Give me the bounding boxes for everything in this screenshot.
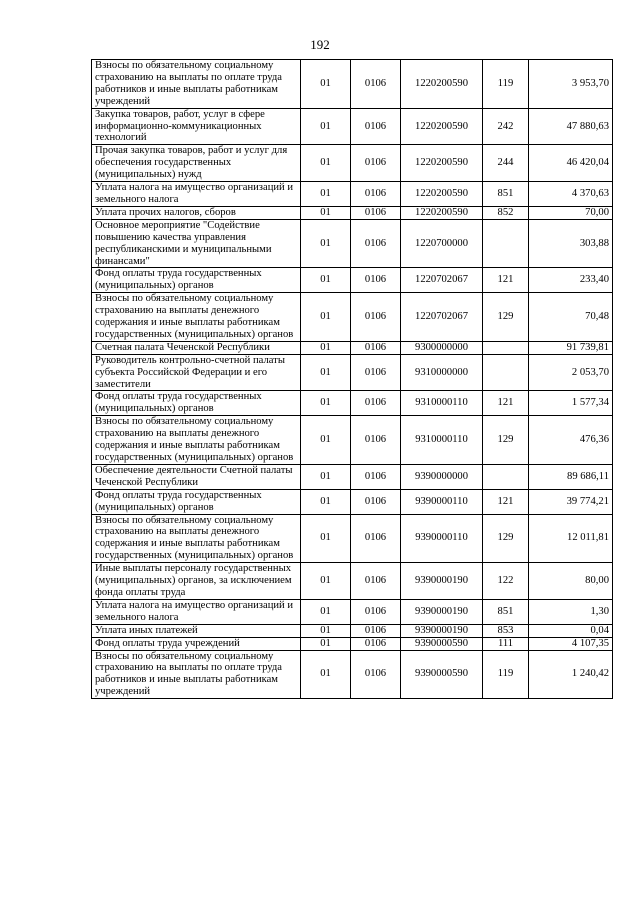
table-row [92,268,613,293]
row-pr-cell: 0106 [351,391,401,416]
table-row [92,650,613,699]
table-row [92,354,613,391]
table-row [92,145,613,182]
row-rz-cell: 01 [301,108,351,145]
row-pr-cell: 0106 [351,341,401,354]
row-rz-cell: 01 [301,268,351,293]
row-pr-cell: 0106 [351,624,401,637]
row-pr-cell: 0106 [351,563,401,600]
row-vr-cell: 111 [483,637,529,650]
table-row [92,182,613,207]
row-vr-cell: 121 [483,391,529,416]
row-pr-cell: 0106 [351,489,401,514]
row-rz-cell: 01 [301,464,351,489]
row-vr-cell: 129 [483,293,529,342]
row-csr-cell: 1220200590 [401,145,483,182]
row-pr-cell: 0106 [351,219,401,268]
row-csr-cell: 9390000590 [401,650,483,699]
row-name-cell: Основное мероприятие "Содействие повышению качества управления республиканскими и муниципальными финансами" [92,219,301,268]
row-csr-cell: 1220200590 [401,182,483,207]
row-rz-cell: 01 [301,650,351,699]
row-vr-cell: 121 [483,268,529,293]
row-csr-cell: 1220200590 [401,206,483,219]
row-name-cell: Взносы по обязательному социальному страхованию на выплаты денежного содержания и иные выплаты работникам государственных (муниципальных) органов [92,293,301,342]
row-csr-cell: 1220702067 [401,293,483,342]
row-csr-cell: 1220702067 [401,268,483,293]
row-amount-cell: 2 053,70 [529,354,613,391]
row-pr-cell: 0106 [351,514,401,563]
row-amount-cell: 1 577,34 [529,391,613,416]
row-vr-cell: 129 [483,416,529,465]
row-rz-cell: 01 [301,391,351,416]
table-row [92,293,613,342]
row-amount-cell: 12 011,81 [529,514,613,563]
row-name-cell: Прочая закупка товаров, работ и услуг для обеспечения государственных (муниципальных) нужд [92,145,301,182]
row-csr-cell: 9310000110 [401,391,483,416]
row-rz-cell: 01 [301,624,351,637]
row-amount-cell: 4 107,35 [529,637,613,650]
row-rz-cell: 01 [301,416,351,465]
row-name-cell: Фонд оплаты труда учреждений [92,637,301,650]
row-vr-cell: 122 [483,563,529,600]
row-csr-cell: 9390000190 [401,599,483,624]
row-pr-cell: 0106 [351,416,401,465]
row-vr-cell: 121 [483,489,529,514]
row-vr-cell [483,354,529,391]
row-vr-cell: 119 [483,650,529,699]
row-amount-cell: 303,88 [529,219,613,268]
row-rz-cell: 01 [301,637,351,650]
row-name-cell: Взносы по обязательному социальному страхованию на выплаты по оплате труда работников и иные выплаты работникам учреждений [92,650,301,699]
row-rz-cell: 01 [301,145,351,182]
row-vr-cell [483,464,529,489]
row-rz-cell: 01 [301,489,351,514]
table-row [92,489,613,514]
table-row [92,599,613,624]
row-amount-cell: 91 739,81 [529,341,613,354]
row-name-cell: Уплата прочих налогов, сборов [92,206,301,219]
row-csr-cell: 9390000590 [401,637,483,650]
row-pr-cell: 0106 [351,60,401,109]
row-vr-cell: 851 [483,182,529,207]
row-pr-cell: 0106 [351,599,401,624]
row-amount-cell: 70,00 [529,206,613,219]
row-rz-cell: 01 [301,341,351,354]
row-amount-cell: 1,30 [529,599,613,624]
row-csr-cell: 9390000190 [401,624,483,637]
row-rz-cell: 01 [301,182,351,207]
row-amount-cell: 80,00 [529,563,613,600]
row-amount-cell: 39 774,21 [529,489,613,514]
row-csr-cell: 1220700000 [401,219,483,268]
row-rz-cell: 01 [301,599,351,624]
row-name-cell: Уплата налога на имущество организаций и земельного налога [92,182,301,207]
row-csr-cell: 9310000110 [401,416,483,465]
row-csr-cell: 1220200590 [401,60,483,109]
row-name-cell: Взносы по обязательному социальному страхованию на выплаты денежного содержания и иные выплаты работникам государственных (муниципальных) органов [92,514,301,563]
row-amount-cell: 70,48 [529,293,613,342]
row-vr-cell: 129 [483,514,529,563]
row-rz-cell: 01 [301,563,351,600]
table-row [92,464,613,489]
row-name-cell: Фонд оплаты труда государственных (муниципальных) органов [92,268,301,293]
row-name-cell: Взносы по обязательному социальному страхованию на выплаты денежного содержания и иные выплаты работникам государственных (муниципальных) органов [92,416,301,465]
row-csr-cell: 9300000000 [401,341,483,354]
table-row [92,514,613,563]
table-row [92,108,613,145]
row-name-cell: Уплата налога на имущество организаций и земельного налога [92,599,301,624]
row-csr-cell: 9390000110 [401,489,483,514]
budget-table-body [92,60,613,699]
row-amount-cell: 46 420,04 [529,145,613,182]
table-row [92,206,613,219]
row-csr-cell: 9390000190 [401,563,483,600]
table-row [92,341,613,354]
budget-table [91,59,613,699]
row-pr-cell: 0106 [351,145,401,182]
row-name-cell: Уплата иных платежей [92,624,301,637]
row-pr-cell: 0106 [351,293,401,342]
row-rz-cell: 01 [301,219,351,268]
row-vr-cell: 242 [483,108,529,145]
row-pr-cell: 0106 [351,268,401,293]
row-csr-cell: 9390000000 [401,464,483,489]
row-amount-cell: 89 686,11 [529,464,613,489]
row-vr-cell [483,219,529,268]
row-amount-cell: 0,04 [529,624,613,637]
row-csr-cell: 9310000000 [401,354,483,391]
row-vr-cell: 119 [483,60,529,109]
row-amount-cell: 4 370,63 [529,182,613,207]
row-name-cell: Фонд оплаты труда государственных (муниципальных) органов [92,489,301,514]
page-number: 192 [310,37,330,52]
row-name-cell: Счетная палата Чеченской Республики [92,341,301,354]
row-pr-cell: 0106 [351,108,401,145]
row-name-cell: Иные выплаты персоналу государственных (муниципальных) органов, за исключением фонда оплаты труда [92,563,301,600]
row-rz-cell: 01 [301,60,351,109]
table-row [92,624,613,637]
row-rz-cell: 01 [301,514,351,563]
row-pr-cell: 0106 [351,182,401,207]
table-row [92,219,613,268]
row-name-cell: Фонд оплаты труда государственных (муниципальных) органов [92,391,301,416]
row-pr-cell: 0106 [351,206,401,219]
table-row [92,391,613,416]
row-vr-cell [483,341,529,354]
row-pr-cell: 0106 [351,650,401,699]
row-name-cell: Взносы по обязательному социальному страхованию на выплаты по оплате труда работников и иные выплаты работникам учреждений [92,60,301,109]
row-amount-cell: 47 880,63 [529,108,613,145]
row-name-cell: Руководитель контрольно-счетной палаты субъекта Российской Федерации и его заместители [92,354,301,391]
row-name-cell: Обеспечение деятельности Счетной палаты Чеченской Республики [92,464,301,489]
row-csr-cell: 1220200590 [401,108,483,145]
row-amount-cell: 233,40 [529,268,613,293]
row-amount-cell: 3 953,70 [529,60,613,109]
table-row [92,60,613,109]
row-pr-cell: 0106 [351,637,401,650]
row-csr-cell: 9390000110 [401,514,483,563]
row-vr-cell: 851 [483,599,529,624]
row-pr-cell: 0106 [351,354,401,391]
row-amount-cell: 1 240,42 [529,650,613,699]
row-pr-cell: 0106 [351,464,401,489]
row-vr-cell: 852 [483,206,529,219]
row-vr-cell: 853 [483,624,529,637]
row-name-cell: Закупка товаров, работ, услуг в сфере информационно-коммуникационных технологий [92,108,301,145]
table-row [92,637,613,650]
table-row [92,563,613,600]
row-rz-cell: 01 [301,354,351,391]
row-rz-cell: 01 [301,293,351,342]
row-vr-cell: 244 [483,145,529,182]
row-amount-cell: 476,36 [529,416,613,465]
table-row [92,416,613,465]
row-rz-cell: 01 [301,206,351,219]
